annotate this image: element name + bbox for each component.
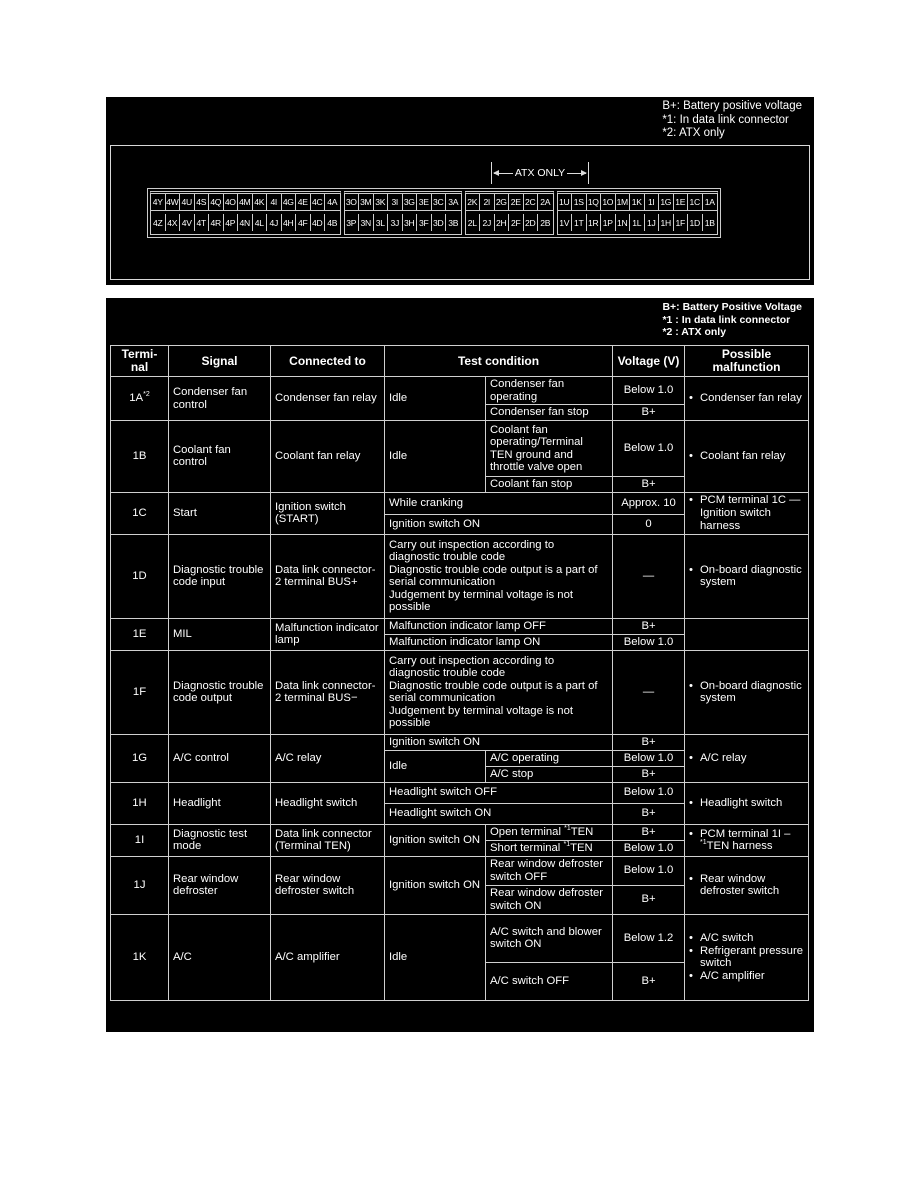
- condition-cell: While cranking: [385, 492, 613, 514]
- malfunction-cell: • Condenser fan relay: [685, 377, 809, 421]
- legend-line-note1: *1 : In data link connector: [662, 313, 791, 326]
- legend-line-note2: *2: ATX only: [662, 127, 725, 139]
- pin-row-top: [466, 194, 553, 214]
- table-row: [111, 914, 809, 962]
- pin-cell: 1E: [674, 194, 689, 211]
- condition-cell: Ignition switch ON: [385, 514, 613, 534]
- signal-cell: Start: [169, 492, 271, 534]
- condition-cell: Idle: [385, 377, 486, 421]
- pin-cell: 2C: [524, 194, 539, 211]
- table-row: [111, 824, 809, 840]
- pin-cell: 1L: [630, 214, 645, 231]
- pin-cell: 1I: [645, 194, 660, 211]
- sub-condition-cell: A/C operating: [486, 750, 613, 766]
- header-signal: Signal: [169, 346, 271, 377]
- pin-cell: 3H: [403, 214, 418, 231]
- connected-to-cell: A/C amplifier: [271, 914, 385, 1000]
- voltage-cell: B+: [613, 734, 685, 750]
- connected-to-cell: Data link connector-2 terminal BUS−: [271, 650, 385, 734]
- terminal-cell: 1I: [111, 824, 169, 856]
- pin-cell: 1O: [601, 194, 616, 211]
- pin-cell: 3L: [374, 214, 389, 231]
- signal-cell: Coolant fan control: [169, 421, 271, 493]
- pin-cell: 1R: [587, 214, 602, 231]
- voltage-cell: B+: [613, 477, 685, 493]
- pin-cell: 4D: [311, 214, 326, 231]
- pin-cell: 4M: [238, 194, 253, 211]
- pin-row-bottom: [466, 214, 553, 234]
- malfunction-cell: • Rear window defroster switch: [685, 856, 809, 914]
- legend-line-bplus: B+: Battery positive voltage: [662, 100, 802, 112]
- table-header-row: [111, 346, 809, 377]
- legend-line-note2: *2 : ATX only: [662, 326, 727, 338]
- pin-cell: 3C: [432, 194, 447, 211]
- condition-cell: Carry out inspection according to diagnostic trouble code Diagnostic trouble code output is a part of serial communication Judgement by terminal voltage is not possible: [385, 650, 613, 734]
- header-malfunction: Possible malfunction: [685, 346, 809, 377]
- legend-line-note1: *1: In data link connector: [662, 113, 789, 126]
- voltage-cell: Below 1.0: [613, 421, 685, 477]
- pin-cell: 3I: [388, 194, 403, 211]
- voltage-cell: Below 1.0: [613, 856, 685, 885]
- connected-to-cell: Coolant fan relay: [271, 421, 385, 493]
- condition-cell: Malfunction indicator lamp ON: [385, 634, 613, 650]
- terminal-cell: 1E: [111, 618, 169, 650]
- terminal-voltage-table: [110, 345, 809, 1001]
- pin-cell: 1H: [659, 214, 674, 231]
- voltage-cell: 0: [613, 514, 685, 534]
- voltage-cell: —: [613, 534, 685, 618]
- arrow-right-icon: [567, 173, 586, 174]
- pin-cell: 3P: [345, 214, 360, 231]
- pin-cell: 2J: [480, 214, 495, 231]
- arrow-left-icon: [494, 173, 513, 174]
- pin-cell: 4I: [267, 194, 282, 211]
- sub-condition-cell: A/C switch and blower switch ON: [486, 914, 613, 962]
- atx-only-marker: [491, 162, 589, 184]
- atx-only-label: ATX ONLY: [514, 167, 566, 179]
- sub-condition-cell: Rear window defroster switch ON: [486, 885, 613, 914]
- pin-cell: 2E: [509, 194, 524, 211]
- pin-cell: 2L: [466, 214, 481, 231]
- voltage-cell: Below 1.0: [613, 840, 685, 856]
- terminal-cell: 1J: [111, 856, 169, 914]
- table-row: [111, 492, 809, 514]
- pin-cell: 2F: [509, 214, 524, 231]
- pin-cell: 1U: [558, 194, 573, 211]
- voltage-cell: B+: [613, 824, 685, 840]
- header-test-condition: Test condition: [385, 346, 613, 377]
- pin-cell: 1J: [645, 214, 660, 231]
- condition-cell: Carry out inspection according to diagnostic trouble code Diagnostic trouble code output is a part of serial communication Judgement by terminal voltage is not possible: [385, 534, 613, 618]
- pin-cell: 3B: [448, 217, 459, 228]
- sub-condition-cell: Condenser fan stop: [486, 405, 613, 421]
- malfunction-cell: • A/C switch • Refrigerant pressure switch • A/C amplifier: [685, 914, 809, 1000]
- pin-cell: 4H: [282, 214, 297, 231]
- connector-block: [465, 191, 554, 235]
- terminal-cell: $1A^{*2}$: [111, 377, 169, 421]
- connected-to-cell: A/C relay: [271, 734, 385, 782]
- pin-cell: 1T: [572, 214, 587, 231]
- table-row: [111, 421, 809, 477]
- signal-cell: Diagnostic test mode: [169, 824, 271, 856]
- sub-condition-cell: Rear window defroster switch OFF: [486, 856, 613, 885]
- terminal-cell: 1F: [111, 650, 169, 734]
- connected-to-cell: Headlight switch: [271, 782, 385, 824]
- connected-to-cell: Rear window defroster switch: [271, 856, 385, 914]
- voltage-cell: B+: [613, 885, 685, 914]
- voltage-cell: Below 1.0: [613, 634, 685, 650]
- connector-diagram-panel: [106, 97, 814, 285]
- pin-cell: 2K: [466, 194, 481, 211]
- pin-cell: 3O: [345, 194, 360, 211]
- voltage-cell: Below 1.0: [613, 782, 685, 803]
- malfunction-cell: • On-board diagnostic system: [685, 650, 809, 734]
- pin-cell: 4G: [282, 194, 297, 211]
- voltage-cell: Approx. 10: [613, 492, 685, 514]
- pin-cell: 2B: [540, 217, 551, 228]
- pin-row-top: [151, 194, 340, 214]
- pin-cell: 4B: [327, 217, 338, 228]
- pin-row-top: [558, 194, 718, 214]
- pin-cell: 1C: [688, 194, 703, 211]
- pin-cell: 4Q: [209, 194, 224, 211]
- pin-cell: 4A: [325, 194, 340, 211]
- pin-cell: 1D: [688, 214, 703, 231]
- voltage-cell: B+: [613, 962, 685, 1000]
- voltage-cell: —: [613, 650, 685, 734]
- voltage-cell: Below 1.2: [613, 914, 685, 962]
- pin-cell: 3J: [388, 214, 403, 231]
- sub-condition-cell: Open terminal $^{*1}$TEN: [486, 824, 613, 840]
- table-row: [111, 618, 809, 634]
- sub-condition-cell: Condenser fan operating: [486, 377, 613, 405]
- connector-frame: [110, 145, 810, 280]
- terminal-cell: 1K: [111, 914, 169, 1000]
- pin-cell: 4S: [195, 194, 210, 211]
- signal-cell: Headlight: [169, 782, 271, 824]
- sub-condition-cell: Short terminal $^{*1}$TEN: [486, 840, 613, 856]
- pin-cell: 3D: [432, 214, 447, 231]
- signal-cell: Diagnostic trouble code output: [169, 650, 271, 734]
- connected-to-cell: Data link connector (Terminal TEN): [271, 824, 385, 856]
- pin-cell: 4V: [180, 214, 195, 231]
- terminal-cell: 1C: [111, 492, 169, 534]
- signal-cell: A/C: [169, 914, 271, 1000]
- terminal-cell: 1H: [111, 782, 169, 824]
- voltage-cell: B+: [613, 803, 685, 824]
- pin-cell: 2H: [495, 214, 510, 231]
- connected-to-cell: Data link connector-2 terminal BUS+: [271, 534, 385, 618]
- pin-row-bottom: [558, 214, 718, 234]
- condition-cell: Idle: [385, 421, 486, 493]
- condition-cell: Ignition switch ON: [385, 734, 613, 750]
- pin-cell: 2G: [495, 194, 510, 211]
- pin-cell: 4Y: [151, 194, 166, 211]
- table-row: [111, 650, 809, 734]
- signal-cell: Rear window defroster: [169, 856, 271, 914]
- pin-row-bottom: [345, 214, 461, 234]
- connector-legend: [662, 100, 802, 141]
- table-row: [111, 782, 809, 803]
- connected-to-cell: Malfunction indicator lamp: [271, 618, 385, 650]
- condition-cell: Headlight switch OFF: [385, 782, 613, 803]
- pin-cell: 3G: [403, 194, 418, 211]
- pin-cell: 3K: [374, 194, 389, 211]
- condition-cell: Headlight switch ON: [385, 803, 613, 824]
- sub-condition-cell: Coolant fan stop: [486, 477, 613, 493]
- malfunction-cell: • Coolant fan relay: [685, 421, 809, 493]
- sub-condition-cell: A/C switch OFF: [486, 962, 613, 1000]
- condition-cell: Idle: [385, 750, 486, 782]
- pin-cell: 2D: [524, 214, 539, 231]
- pin-cell: 4K: [253, 194, 268, 211]
- signal-cell: MIL: [169, 618, 271, 650]
- header-connected-to: Connected to: [271, 346, 385, 377]
- pin-cell: 3A: [446, 194, 461, 211]
- pin-cell: 2A: [538, 194, 553, 211]
- pin-cell: 4T: [195, 214, 210, 231]
- condition-cell: Malfunction indicator lamp OFF: [385, 618, 613, 634]
- signal-cell: Condenser fan control: [169, 377, 271, 421]
- table-row: [111, 377, 809, 405]
- connector-block: [150, 191, 341, 235]
- voltage-cell: Below 1.0: [613, 750, 685, 766]
- signal-cell: Diagnostic trouble code input: [169, 534, 271, 618]
- header-terminal: Termi-nal: [111, 346, 169, 377]
- pin-cell: 1S: [572, 194, 587, 211]
- header-voltage: Voltage (V): [613, 346, 685, 377]
- pin-cell: 4U: [180, 194, 195, 211]
- malfunction-cell: • Headlight switch: [685, 782, 809, 824]
- pin-cell: 3N: [359, 214, 374, 231]
- malfunction-cell: [685, 618, 809, 650]
- pin-cell: 1V: [558, 214, 573, 231]
- voltage-cell: B+: [613, 405, 685, 421]
- pin-cell: 1N: [616, 214, 631, 231]
- pin-cell: 3M: [359, 194, 374, 211]
- table-legend: [662, 301, 802, 339]
- malfunction-cell: • PCM terminal 1C — Ignition switch harness: [685, 492, 809, 534]
- pin-cell: 1M: [616, 194, 631, 211]
- pin-cell: 1B: [704, 217, 715, 228]
- connector-block: [557, 191, 719, 235]
- pin-cell: 2I: [480, 194, 495, 211]
- pin-cell: 4Z: [151, 214, 166, 231]
- pin-cell: 4J: [267, 214, 282, 231]
- voltage-cell: B+: [613, 618, 685, 634]
- pin-cell: 1K: [630, 194, 645, 211]
- table-row: [111, 856, 809, 885]
- pin-cell: 1Q: [587, 194, 602, 211]
- table-row: [111, 534, 809, 618]
- sub-condition-cell: Coolant fan operating/Terminal TEN ground and throttle valve open: [486, 421, 613, 477]
- connected-to-cell: Ignition switch (START): [271, 492, 385, 534]
- pin-cell: 4X: [166, 214, 181, 231]
- pin-cell: 4F: [296, 214, 311, 231]
- condition-cell: Ignition switch ON: [385, 824, 486, 856]
- voltage-cell: B+: [613, 766, 685, 782]
- pin-cell: 4O: [224, 194, 239, 211]
- voltage-cell: Below 1.0: [613, 377, 685, 405]
- pin-cell: 1F: [674, 214, 689, 231]
- malfunction-cell: • PCM terminal 1I – $^{*1}$TEN harness: [685, 824, 809, 856]
- pin-row-bottom: [151, 214, 340, 234]
- pin-cell: 1P: [601, 214, 616, 231]
- malfunction-cell: • On-board diagnostic system: [685, 534, 809, 618]
- terminal-cell: 1G: [111, 734, 169, 782]
- malfunction-cell: • A/C relay: [685, 734, 809, 782]
- terminal-table-panel: [106, 298, 814, 1032]
- sub-condition-cell: A/C stop: [486, 766, 613, 782]
- terminal-cell: 1D: [111, 534, 169, 618]
- pin-cell: 4L: [253, 214, 268, 231]
- pin-cell: 4R: [209, 214, 224, 231]
- condition-cell: Idle: [385, 914, 486, 1000]
- pin-row-top: [345, 194, 461, 214]
- pin-cell: 4N: [238, 214, 253, 231]
- legend-line-bplus: B+: Battery Positive Voltage: [662, 301, 802, 313]
- connector-block: [344, 191, 462, 235]
- pin-cell: 4W: [166, 194, 181, 211]
- pin-cell: 4E: [296, 194, 311, 211]
- pin-cell: 3E: [417, 194, 432, 211]
- terminal-cell: 1B: [111, 421, 169, 493]
- condition-cell: Ignition switch ON: [385, 856, 486, 914]
- pin-cell: 4P: [224, 214, 239, 231]
- table-row: [111, 734, 809, 750]
- pin-cell: 4C: [311, 194, 326, 211]
- pcm-connector: [147, 188, 721, 238]
- pin-cell: 3F: [417, 214, 432, 231]
- pin-cell: 1G: [659, 194, 674, 211]
- connected-to-cell: Condenser fan relay: [271, 377, 385, 421]
- pin-cell: 1A: [703, 194, 718, 211]
- signal-cell: A/C control: [169, 734, 271, 782]
